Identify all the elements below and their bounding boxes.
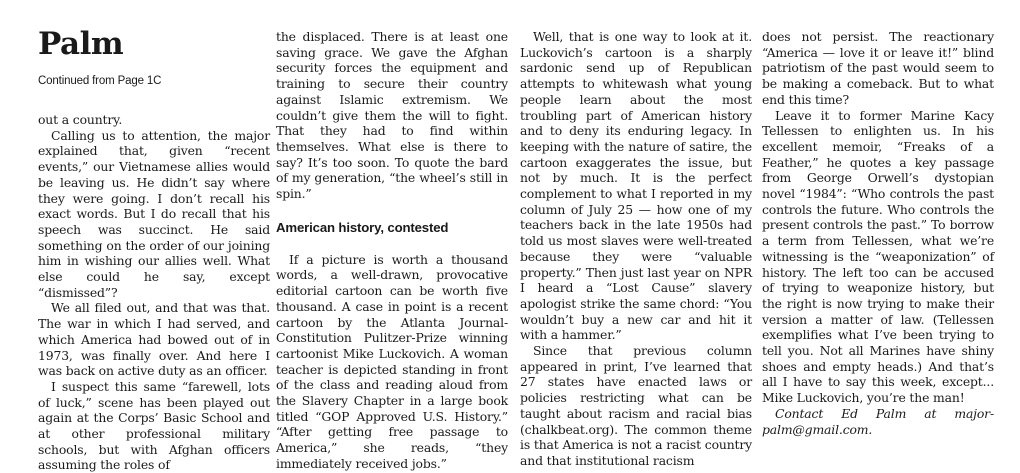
contact-line: Contact Ed Palm at major-palm@gmail.com. [762,405,994,437]
paragraph: does not persist. The reactionary “America — love it or leave it!” blind patriotism of the past would seem to be making a comeback. But to what end this time? [762,29,994,107]
paragraph: the displaced. There is at least one saving grace. We gave the Afghan security forces the equipment and training to secure their country against Islamic extremism. We couldn’t give them the will to fight. That they had to find within themselves. What else is there to say? It’s too soon. To quote the bard of my generation, “the wheel’s still in spin.” [276,29,508,202]
paragraph: I suspect this same “farewell, lots of luck,” scene has been played out again at the Corps’ Basic School and at other professional military schools, but with Afghan officers assuming the roles of [38,378,270,473]
column-2 [276,29,508,472]
paragraph: Calling us to attention, the major explained that, given “recent events,” our Vietnamese allies would be leaving us. He didn’t say where they were going. I don’t recall his exact words. But I do recall that his speech was succinct. He said something on the order of our joining him in wishing our allies well. What else could he say, except “dismissed”? [38,127,270,300]
column-3 [520,29,752,469]
column-1 [38,27,270,473]
column-4 [762,29,994,437]
paragraph: We all filed out, and that was that. The war in which I had served, and which America had bowed out of in 1973, was finally over. And here I was back on active duty as an officer. [38,300,270,379]
section-subhead: American history, contested [276,219,449,235]
paragraph: out a country. [38,112,123,127]
paragraph: If a picture is worth a thousand words, a well-drawn, provocative editorial cartoon can be worth five thousand. A case in point is a recent cartoon by the Atlanta Journal-Constitution Pulitzer-Prize winning cartoonist Mike Luckovich. A woman teacher is depicted standing in front of the class and reading aloud from the Slavery Chapter in a large book titled “GOP Approved U.S. History.” “After getting free passage to America,” she reads, “they immediately received jobs.” [276,251,508,471]
paragraph: Leave it to former Marine Kacy Tellessen to enlighten us. In his excellent memoir, “Freaks of a Feather,” he quotes a key passage from George Orwell’s dystopian novel “1984”: “Who controls the past controls the future. Who controls the present controls the past.” To borrow a term from Tellessen, what we’re witnessing is the “weaponization” of history. The left too can be accused of trying to weaponize history, but the right is now trying to make their version a matter of law. (Tellessen exemplifies what I’ve been trying to tell you. Not all Marines have shiny shoes and empty heads.) And that’s all I have to say this week, except... Mike Luckovich, you’re the man! [762,107,994,406]
headline: Palm [38,26,124,62]
continued-from-line: Continued from Page 1C [38,75,162,87]
paragraph: Well, that is one way to look at it. Luckovich’s cartoon is a sharply sardonic send up of Republican attempts to whitewash what young people learn about the most troubling part of American history and to deny its enduring legacy. In keeping with the nature of satire, the cartoon exaggerates the issue, but not by much. It is the perfect complement to what I reported in my column of July 25 — how one of my teachers back in the late 1950s had told us most slaves were well-treated because they were “valuable property.” Then just last year on NPR I heard a “Lost Cause” slavery apologist strike the same chord: “You wouldn’t buy a new car and hit it with a hammer.” [520,29,752,343]
paragraph: Since that previous column appeared in print, I’ve learned that 27 states have enacted laws or policies restricting what can be taught about racism and racial bias (chalkbeat.org). The common theme is that America is not a racist country and that institutional racism [520,343,752,468]
